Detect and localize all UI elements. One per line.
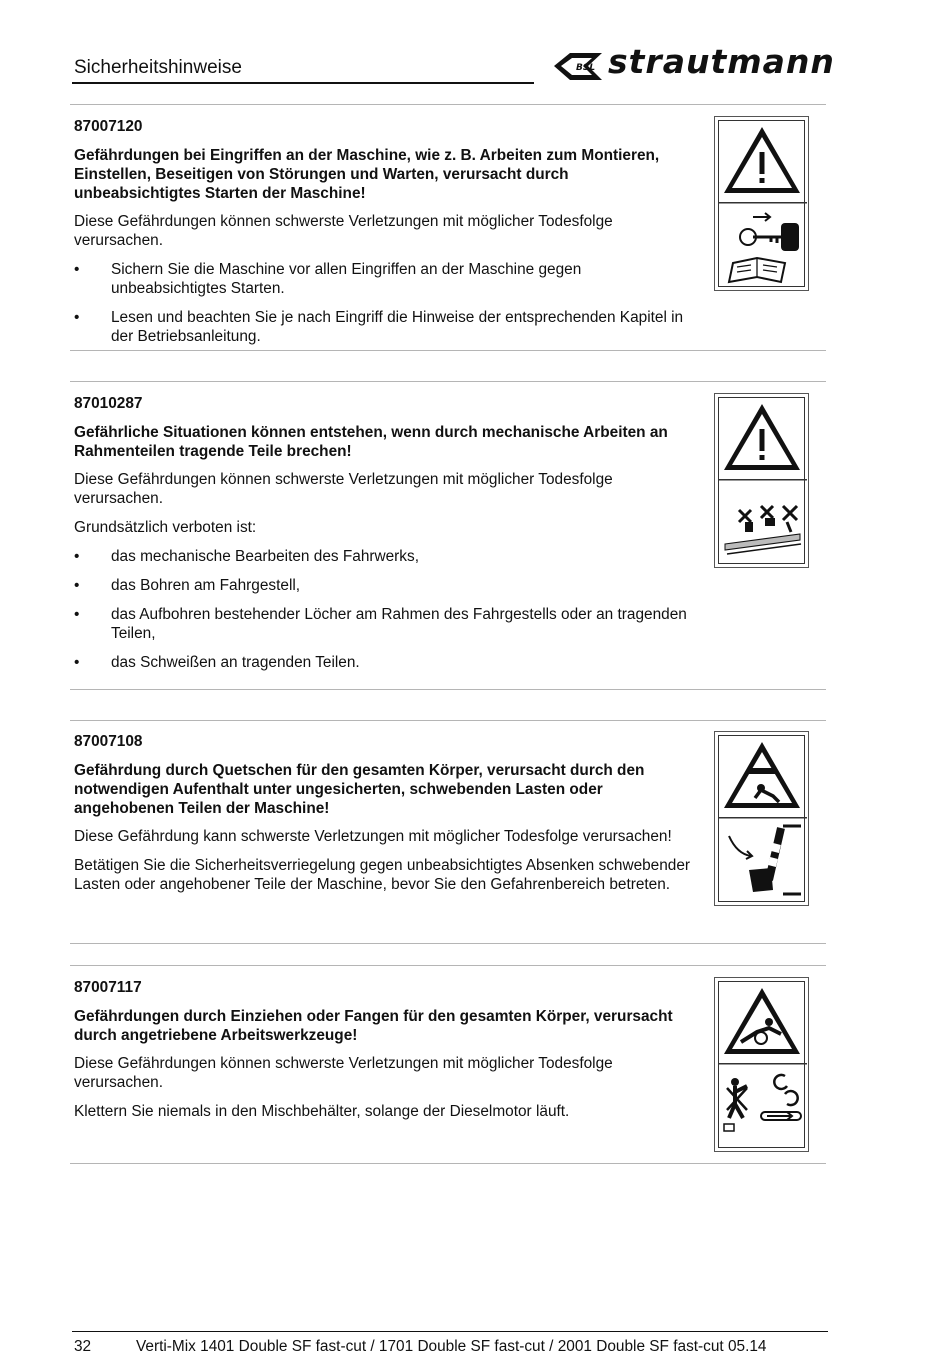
warning-triangle-icon (724, 404, 800, 470)
header-title: Sicherheitshinweise (74, 57, 242, 78)
footer-rule (72, 1331, 828, 1332)
section-code: 87007120 (74, 118, 143, 135)
crushing-support-lock-icon (715, 732, 810, 907)
section-body: Diese Gefährdung kann schwerste Verletzungen mit möglicher Todesfolge verursachen! (74, 828, 672, 845)
logo-emblem-icon (552, 50, 606, 84)
rule-bottom-3 (70, 943, 826, 944)
section-body: Diese Gefährdungen können schwerste Verletzungen mit möglicher Todesfolge verursachen. (74, 213, 613, 249)
rule-top-4 (70, 965, 826, 966)
list-item-text: das Bohren am Fahrgestell, (111, 577, 301, 594)
section-code: 87007117 (74, 979, 142, 996)
rule-bottom-1 (70, 350, 826, 351)
rule-top-2 (70, 381, 826, 382)
rule-bottom-2 (70, 689, 826, 690)
bullet-icon: • (74, 606, 80, 623)
list-item-text: das Schweißen an tragenden Teilen. (111, 654, 360, 671)
safety-section-4 (74, 978, 694, 1131)
section-heading: Gefährdungen durch Einziehen oder Fangen für den gesamten Körper, verursacht durch angetriebene Arbeitswerkzeuge! (74, 1008, 673, 1044)
safety-sign-4 (714, 977, 809, 1152)
logo-wordmark: strautmann (608, 42, 835, 81)
section-body: Klettern Sie niemals in den Mischbehälter, solange der Dieselmotor läuft. (74, 1103, 570, 1120)
list-item (74, 653, 694, 672)
entanglement-auger-icon (715, 978, 810, 1153)
list-item (74, 605, 694, 643)
list-item-text: das Aufbohren bestehender Löcher am Rahmen des Fahrgestells oder an tragenden Teilen, (111, 606, 687, 642)
safety-section-3 (74, 732, 694, 904)
list-item-text: Lesen und beachten Sie je nach Eingriff die Hinweise der entsprechenden Kapitel in der Betriebsanleitung. (111, 309, 684, 345)
section-bullet-list (74, 547, 694, 672)
section-body: Diese Gefährdungen können schwerste Verletzungen mit möglicher Todesfolge verursachen. (74, 471, 613, 507)
section-body: Diese Gefährdungen können schwerste Verletzungen mit möglicher Todesfolge verursachen. (74, 1055, 613, 1091)
list-item (74, 308, 694, 346)
rule-bottom-4 (70, 1163, 826, 1164)
safety-section-2 (74, 394, 694, 682)
footer-page-number: 32 (74, 1338, 92, 1355)
bullet-icon: • (74, 309, 80, 326)
crushing-hazard-triangle-icon (724, 742, 800, 808)
section-heading: Gefährdungen bei Eingriffen an der Maschine, wie z. B. Arbeiten zum Montieren, Einstellen, Beseitigen von Störungen und Warten, verursacht durch unbeabsichtigtes Starten der Maschine! (74, 147, 660, 202)
section-bullet-list (74, 260, 694, 346)
rule-top-1 (70, 104, 826, 105)
entanglement-hazard-triangle-icon (724, 988, 800, 1054)
footer-text: Verti-Mix 1401 Double SF fast-cut / 1701 Double SF fast-cut / 2001 Double SF fast-cut 05.14 (136, 1338, 767, 1355)
brand-logo (552, 42, 835, 84)
list-item (74, 260, 694, 298)
rule-top-3 (70, 720, 826, 721)
header-rule (72, 82, 534, 84)
warning-triangle-icon (724, 127, 800, 193)
list-item (74, 547, 694, 566)
section-body: Grundsätzlich verboten ist: (74, 519, 257, 536)
bullet-icon: • (74, 577, 80, 594)
safety-section-1 (74, 117, 694, 356)
section-heading: Gefährdung durch Quetschen für den gesamten Körper, verursacht durch den notwendigen Aufenthalt unter ungesicherten, schwebenden Lasten oder angehobenen Teilen der Maschine! (74, 762, 645, 817)
logo-badge-text: BSL (576, 63, 596, 73)
section-heading: Gefährliche Situationen können entstehen, wenn durch mechanische Arbeiten an Rahmenteilen tragende Teile brechen! (74, 424, 668, 460)
bullet-icon: • (74, 548, 80, 565)
list-item-text: das mechanische Bearbeiten des Fahrwerks, (111, 548, 419, 565)
safety-sign-1 (714, 116, 809, 291)
section-code: 87010287 (74, 395, 143, 412)
list-item (74, 576, 694, 595)
bullet-icon: • (74, 654, 80, 671)
no-drilling-welding-icon (715, 394, 810, 569)
section-code: 87007108 (74, 733, 143, 750)
section-body: Betätigen Sie die Sicherheitsverriegelung gegen unbeabsichtigtes Absenken schwebender Lasten oder angehobener Teile der Maschine, bevor Sie den Gefahrenbereich betreten. (74, 857, 691, 893)
key-removal-manual-icon (715, 117, 810, 292)
bullet-icon: • (74, 261, 80, 278)
safety-sign-3 (714, 731, 809, 906)
list-item-text: Sichern Sie die Maschine vor allen Eingriffen an der Maschine gegen unbeabsichtigtes Starten. (111, 261, 582, 297)
safety-sign-2 (714, 393, 809, 568)
